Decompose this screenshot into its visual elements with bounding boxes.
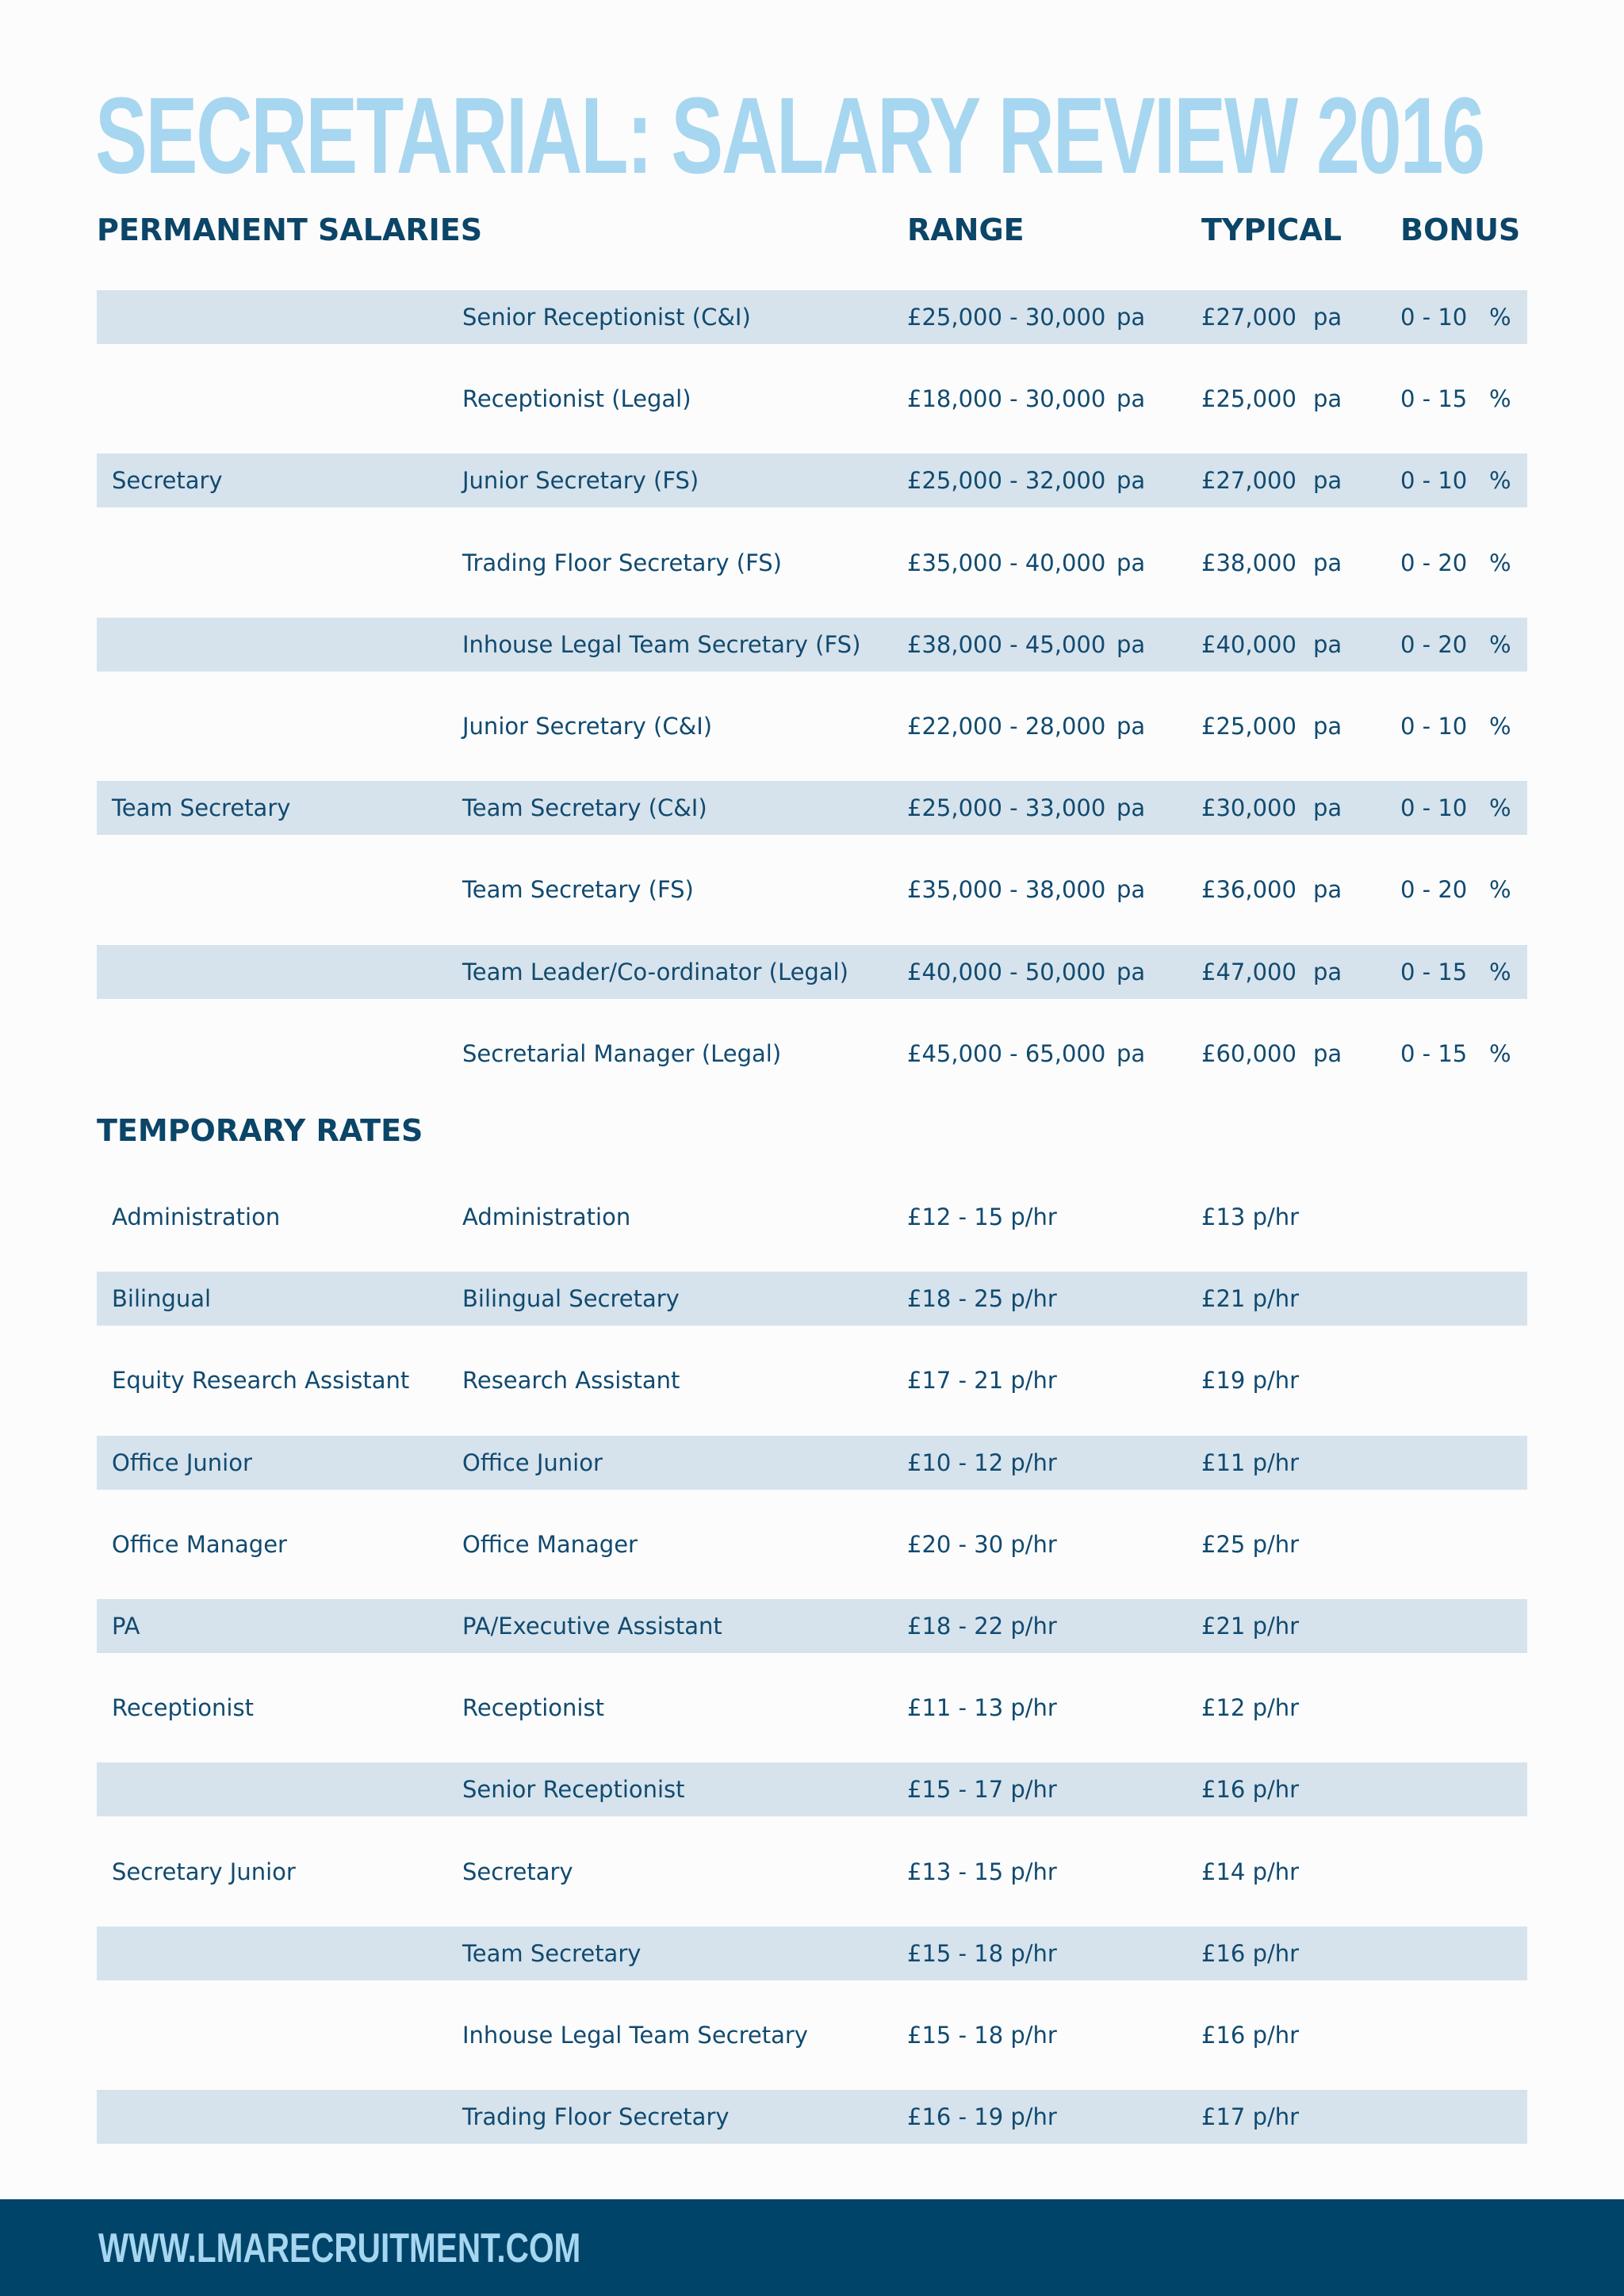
range-column-header: RANGE	[907, 212, 1025, 247]
role-cell: Inhouse Legal Team Secretary (FS)	[462, 630, 861, 658]
salary-row	[97, 945, 1527, 999]
range-cell: £15 - 17 p/hr	[907, 1776, 1057, 1804]
range-unit-cell: pa	[1116, 794, 1146, 822]
salary-row	[97, 536, 1527, 590]
role-cell: Secretary	[462, 1858, 573, 1885]
bonus-column-header: BONUS	[1400, 212, 1521, 247]
bonus-cell: 0 - 15	[1400, 385, 1468, 413]
range-cell: £22,000 - 28,000	[907, 713, 1106, 740]
bonus-unit-cell: %	[1489, 549, 1511, 576]
footer-bar	[0, 2199, 1624, 2296]
range-cell: £20 - 30 p/hr	[907, 1530, 1057, 1558]
category-cell: Office Manager	[112, 1530, 287, 1558]
typical-cell: £17 p/hr	[1201, 2103, 1300, 2131]
typical-cell: £16 p/hr	[1201, 1939, 1300, 1967]
category-cell: Bilingual	[112, 1285, 212, 1313]
rate-row	[97, 1517, 1527, 1571]
role-cell: Office Junior	[462, 1448, 603, 1476]
range-cell: £25,000 - 33,000	[907, 794, 1106, 822]
role-cell: Junior Secretary (C&I)	[462, 713, 713, 740]
typical-cell: £13 p/hr	[1201, 1203, 1300, 1230]
range-unit-cell: pa	[1116, 549, 1146, 576]
category-cell: PA	[112, 1613, 140, 1640]
range-cell: £25,000 - 32,000	[907, 467, 1106, 495]
typical-cell: £30,000	[1201, 794, 1297, 822]
role-cell: Bilingual Secretary	[462, 1285, 680, 1313]
category-cell: Equity Research Assistant	[112, 1367, 410, 1395]
category-cell: Secretary	[112, 467, 223, 495]
typical-unit-cell: pa	[1313, 304, 1342, 331]
role-cell: Inhouse Legal Team Secretary	[462, 2022, 808, 2049]
rate-row	[97, 2090, 1527, 2144]
rate-row	[97, 1845, 1527, 1899]
bonus-unit-cell: %	[1489, 958, 1511, 985]
range-cell: £13 - 15 p/hr	[907, 1858, 1057, 1885]
typical-cell: £38,000	[1201, 549, 1297, 576]
bonus-cell: 0 - 10	[1400, 467, 1468, 495]
category-cell: Administration	[112, 1203, 281, 1230]
bonus-cell: 0 - 10	[1400, 304, 1468, 331]
rate-row	[97, 1599, 1527, 1653]
typical-unit-cell: pa	[1313, 467, 1342, 495]
typical-unit-cell: pa	[1313, 713, 1342, 740]
role-cell: Junior Secretary (FS)	[462, 467, 699, 495]
range-cell: £15 - 18 p/hr	[907, 1939, 1057, 1967]
role-cell: Team Leader/Co-ordinator (Legal)	[462, 958, 848, 985]
range-unit-cell: pa	[1116, 1039, 1146, 1067]
typical-cell: £25,000	[1201, 385, 1297, 413]
range-cell: £10 - 12 p/hr	[907, 1448, 1057, 1476]
bonus-unit-cell: %	[1489, 304, 1511, 331]
permanent-salaries-heading: PERMANENT SALARIES	[97, 212, 483, 247]
salary-row	[97, 863, 1527, 916]
role-cell: Administration	[462, 1203, 631, 1230]
salary-row	[97, 453, 1527, 507]
page-title: SECRETARIAL: SALARY REVIEW 2016	[95, 75, 1484, 197]
bonus-unit-cell: %	[1489, 385, 1511, 413]
bonus-cell: 0 - 10	[1400, 794, 1468, 822]
range-cell: £35,000 - 40,000	[907, 549, 1106, 576]
typical-unit-cell: pa	[1313, 876, 1342, 904]
footer-website-link[interactable]: WWW.LMARECRUITMENT.COM	[98, 2225, 581, 2271]
range-cell: £18 - 22 p/hr	[907, 1613, 1057, 1640]
typical-cell: £19 p/hr	[1201, 1367, 1300, 1395]
bonus-unit-cell: %	[1489, 467, 1511, 495]
typical-cell: £60,000	[1201, 1039, 1297, 1067]
bonus-cell: 0 - 15	[1400, 958, 1468, 985]
role-cell: Receptionist	[462, 1694, 604, 1722]
typical-cell: £27,000	[1201, 304, 1297, 331]
range-cell: £18,000 - 30,000	[907, 385, 1106, 413]
role-cell: Senior Receptionist	[462, 1776, 685, 1804]
typical-cell: £27,000	[1201, 467, 1297, 495]
bonus-cell: 0 - 10	[1400, 713, 1468, 740]
typical-unit-cell: pa	[1313, 549, 1342, 576]
typical-unit-cell: pa	[1313, 630, 1342, 658]
category-cell: Receptionist	[112, 1694, 254, 1722]
typical-unit-cell: pa	[1313, 958, 1342, 985]
bonus-unit-cell: %	[1489, 1039, 1511, 1067]
typical-cell: £25,000	[1201, 713, 1297, 740]
range-unit-cell: pa	[1116, 385, 1146, 413]
typical-cell: £16 p/hr	[1201, 1776, 1300, 1804]
typical-cell: £47,000	[1201, 958, 1297, 985]
role-cell: Trading Floor Secretary	[462, 2103, 730, 2131]
typical-cell: £16 p/hr	[1201, 2022, 1300, 2049]
rate-row	[97, 1272, 1527, 1326]
typical-cell: £40,000	[1201, 630, 1297, 658]
role-cell: Senior Receptionist (C&I)	[462, 304, 751, 331]
range-cell: £35,000 - 38,000	[907, 876, 1106, 904]
rate-row	[97, 1190, 1527, 1244]
temporary-rates-heading: TEMPORARY RATES	[97, 1113, 423, 1148]
category-cell: Team Secretary	[112, 794, 291, 822]
range-cell: £17 - 21 p/hr	[907, 1367, 1057, 1395]
salary-row	[97, 618, 1527, 672]
range-unit-cell: pa	[1116, 713, 1146, 740]
bonus-cell: 0 - 15	[1400, 1039, 1468, 1067]
rate-row	[97, 2008, 1527, 2062]
bonus-cell: 0 - 20	[1400, 549, 1468, 576]
range-unit-cell: pa	[1116, 876, 1146, 904]
range-cell: £40,000 - 50,000	[907, 958, 1106, 985]
range-cell: £16 - 19 p/hr	[907, 2103, 1057, 2131]
range-cell: £38,000 - 45,000	[907, 630, 1106, 658]
rate-row	[97, 1353, 1527, 1407]
category-cell: Office Junior	[112, 1448, 252, 1476]
role-cell: Secretarial Manager (Legal)	[462, 1039, 782, 1067]
rate-row	[97, 1436, 1527, 1490]
bonus-cell: 0 - 20	[1400, 876, 1468, 904]
role-cell: Trading Floor Secretary (FS)	[462, 549, 782, 576]
range-cell: £15 - 18 p/hr	[907, 2022, 1057, 2049]
role-cell: Receptionist (Legal)	[462, 385, 691, 413]
salary-row	[97, 699, 1527, 753]
range-cell: £45,000 - 65,000	[907, 1039, 1106, 1067]
typical-cell: £11 p/hr	[1201, 1448, 1300, 1476]
typical-cell: £25 p/hr	[1201, 1530, 1300, 1558]
bonus-unit-cell: %	[1489, 876, 1511, 904]
typical-unit-cell: pa	[1313, 385, 1342, 413]
bonus-unit-cell: %	[1489, 713, 1511, 740]
typical-cell: £21 p/hr	[1201, 1613, 1300, 1640]
range-cell: £12 - 15 p/hr	[907, 1203, 1057, 1230]
salary-row	[97, 781, 1527, 835]
range-unit-cell: pa	[1116, 958, 1146, 985]
range-cell: £11 - 13 p/hr	[907, 1694, 1057, 1722]
range-unit-cell: pa	[1116, 467, 1146, 495]
rate-row	[97, 1927, 1527, 1980]
category-cell: Secretary Junior	[112, 1858, 296, 1885]
range-cell: £18 - 25 p/hr	[907, 1285, 1057, 1313]
role-cell: PA/Executive Assistant	[462, 1613, 722, 1640]
salary-row	[97, 1027, 1527, 1081]
role-cell: Research Assistant	[462, 1367, 680, 1395]
bonus-cell: 0 - 20	[1400, 630, 1468, 658]
role-cell: Office Manager	[462, 1530, 638, 1558]
range-cell: £25,000 - 30,000	[907, 304, 1106, 331]
role-cell: Team Secretary	[462, 1939, 642, 1967]
typical-unit-cell: pa	[1313, 794, 1342, 822]
bonus-unit-cell: %	[1489, 794, 1511, 822]
bonus-unit-cell: %	[1489, 630, 1511, 658]
salary-row	[97, 372, 1527, 426]
typical-cell: £12 p/hr	[1201, 1694, 1300, 1722]
salary-row	[97, 290, 1527, 344]
typical-cell: £14 p/hr	[1201, 1858, 1300, 1885]
typical-column-header: TYPICAL	[1201, 212, 1342, 247]
typical-unit-cell: pa	[1313, 1039, 1342, 1067]
role-cell: Team Secretary (C&I)	[462, 794, 707, 822]
role-cell: Team Secretary (FS)	[462, 876, 694, 904]
rate-row	[97, 1762, 1527, 1816]
range-unit-cell: pa	[1116, 630, 1146, 658]
range-unit-cell: pa	[1116, 304, 1146, 331]
typical-cell: £36,000	[1201, 876, 1297, 904]
rate-row	[97, 1681, 1527, 1735]
typical-cell: £21 p/hr	[1201, 1285, 1300, 1313]
